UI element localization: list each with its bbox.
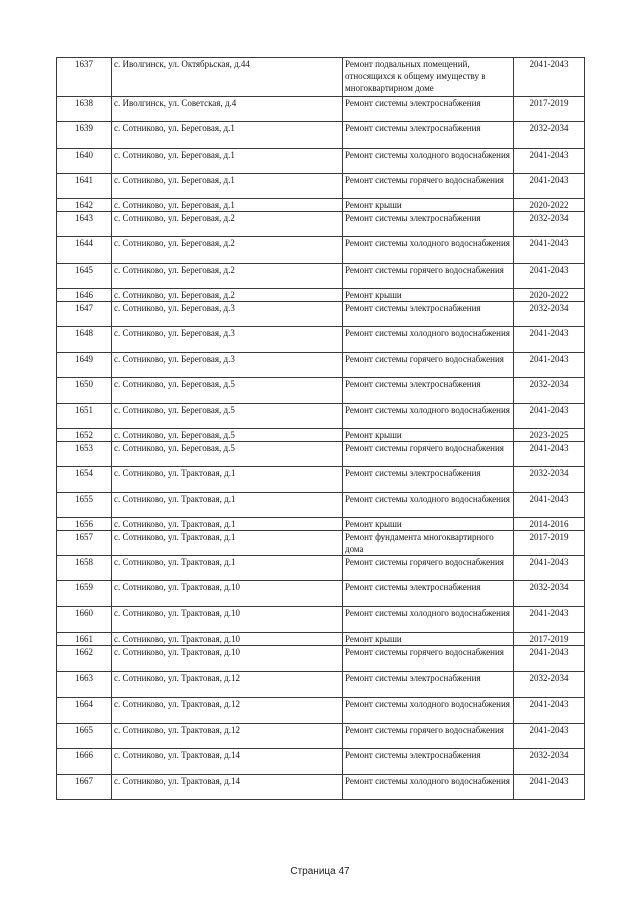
period-cell: 2020-2022: [514, 289, 585, 302]
row-number: 1667: [57, 775, 112, 800]
work-type-cell: Ремонт системы электроснабжения: [343, 467, 514, 493]
period-cell: 2032-2034: [514, 749, 585, 775]
row-number: 1643: [57, 212, 112, 237]
work-type-cell: Ремонт системы электроснабжения: [343, 97, 514, 122]
work-type-cell: Ремонт системы холодного водоснабжения: [343, 607, 514, 633]
table-row: [57, 97, 585, 122]
row-number: 1640: [57, 149, 112, 174]
period-cell: 2032-2034: [514, 672, 585, 698]
work-type-cell: Ремонт системы горячего водоснабжения: [343, 724, 514, 749]
row-number: 1652: [57, 429, 112, 442]
period-cell: 2041-2043: [514, 646, 585, 672]
address-cell: с. Сотниково, ул. Береговая, д.5: [112, 378, 343, 404]
period-cell: 2041-2043: [514, 174, 585, 199]
work-type-cell: Ремонт системы холодного водоснабжения: [343, 237, 514, 264]
table-row: [57, 353, 585, 378]
address-cell: с. Сотниково, ул. Береговая, д.5: [112, 442, 343, 467]
table-row: [57, 724, 585, 749]
row-number: 1660: [57, 607, 112, 633]
table-row: [57, 518, 585, 531]
row-number: 1642: [57, 199, 112, 212]
period-cell: 2032-2034: [514, 378, 585, 404]
work-type-cell: Ремонт системы электроснабжения: [343, 212, 514, 237]
row-number: 1647: [57, 302, 112, 327]
table-row: [57, 531, 585, 556]
row-number: 1661: [57, 633, 112, 646]
table-row: [57, 493, 585, 518]
address-cell: с. Иволгинск, ул. Советская, д.4: [112, 97, 343, 122]
address-cell: с. Сотниково, ул. Береговая, д.1: [112, 199, 343, 212]
row-number: 1662: [57, 646, 112, 672]
table-row: [57, 289, 585, 302]
address-cell: с. Сотниково, ул. Трактовая, д.1: [112, 467, 343, 493]
period-cell: 2041-2043: [514, 607, 585, 633]
work-type-cell: Ремонт системы электроснабжения: [343, 302, 514, 327]
address-cell: с. Сотниково, ул. Трактовая, д.14: [112, 749, 343, 775]
work-type-cell: Ремонт системы горячего водоснабжения: [343, 353, 514, 378]
table-row: [57, 302, 585, 327]
row-number: 1639: [57, 122, 112, 149]
work-type-cell: Ремонт крыши: [343, 199, 514, 212]
period-cell: 2041-2043: [514, 724, 585, 749]
row-number: 1658: [57, 556, 112, 581]
period-cell: 2041-2043: [514, 775, 585, 800]
work-type-cell: Ремонт системы электроснабжения: [343, 378, 514, 404]
work-type-cell: Ремонт фундамента многоквартирного дома: [343, 531, 514, 556]
work-type-cell: Ремонт системы электроснабжения: [343, 122, 514, 149]
period-cell: 2020-2022: [514, 199, 585, 212]
work-type-cell: Ремонт системы электроснабжения: [343, 581, 514, 607]
table-row: [57, 467, 585, 493]
period-cell: 2041-2043: [514, 327, 585, 353]
work-type-cell: Ремонт системы электроснабжения: [343, 749, 514, 775]
work-type-cell: Ремонт системы горячего водоснабжения: [343, 556, 514, 581]
table-row: [57, 58, 585, 97]
table-row: [57, 327, 585, 353]
period-cell: 2017-2019: [514, 97, 585, 122]
work-type-cell: Ремонт системы холодного водоснабжения: [343, 149, 514, 174]
address-cell: с. Сотниково, ул. Береговая, д.1: [112, 122, 343, 149]
address-cell: с. Сотниково, ул. Трактовая, д.1: [112, 556, 343, 581]
row-number: 1666: [57, 749, 112, 775]
row-number: 1656: [57, 518, 112, 531]
address-cell: с. Сотниково, ул. Трактовая, д.1: [112, 518, 343, 531]
table-row: [57, 698, 585, 724]
period-cell: 2041-2043: [514, 353, 585, 378]
work-type-cell: Ремонт системы холодного водоснабжения: [343, 698, 514, 724]
period-cell: 2017-2019: [514, 531, 585, 556]
period-cell: 2041-2043: [514, 149, 585, 174]
row-number: 1649: [57, 353, 112, 378]
period-cell: 2017-2019: [514, 633, 585, 646]
address-cell: с. Сотниково, ул. Береговая, д.5: [112, 429, 343, 442]
address-cell: с. Сотниково, ул. Трактовая, д.12: [112, 672, 343, 698]
row-number: 1664: [57, 698, 112, 724]
period-cell: 2041-2043: [514, 493, 585, 518]
work-type-cell: Ремонт системы горячего водоснабжения: [343, 264, 514, 289]
table-row: [57, 775, 585, 800]
address-cell: с. Сотниково, ул. Трактовая, д.10: [112, 646, 343, 672]
address-cell: с. Сотниково, ул. Береговая, д.1: [112, 174, 343, 199]
address-cell: с. Сотниково, ул. Трактовая, д.10: [112, 581, 343, 607]
row-number: 1650: [57, 378, 112, 404]
address-cell: с. Сотниково, ул. Трактовая, д.1: [112, 531, 343, 556]
address-cell: с. Сотниково, ул. Береговая, д.2: [112, 289, 343, 302]
table-body: [57, 58, 585, 800]
work-type-cell: Ремонт системы электроснабжения: [343, 672, 514, 698]
page-number: Страница 47: [290, 866, 350, 877]
table-row: [57, 199, 585, 212]
work-type-cell: Ремонт системы горячего водоснабжения: [343, 646, 514, 672]
row-number: 1651: [57, 404, 112, 429]
row-number: 1644: [57, 237, 112, 264]
table-row: [57, 149, 585, 174]
table-row: [57, 429, 585, 442]
table-row: [57, 404, 585, 429]
row-number: 1655: [57, 493, 112, 518]
work-type-cell: Ремонт системы горячего водоснабжения: [343, 442, 514, 467]
address-cell: с. Сотниково, ул. Береговая, д.5: [112, 404, 343, 429]
address-cell: с. Сотниково, ул. Береговая, д.2: [112, 264, 343, 289]
work-type-cell: Ремонт системы холодного водоснабжения: [343, 404, 514, 429]
table-row: [57, 174, 585, 199]
address-cell: с. Сотниково, ул. Трактовая, д.10: [112, 607, 343, 633]
table-row: [57, 672, 585, 698]
row-number: 1645: [57, 264, 112, 289]
work-type-cell: Ремонт крыши: [343, 518, 514, 531]
period-cell: 2041-2043: [514, 698, 585, 724]
address-cell: с. Сотниково, ул. Береговая, д.3: [112, 353, 343, 378]
repair-schedule-table: [56, 57, 585, 800]
table-row: [57, 442, 585, 467]
period-cell: 2041-2043: [514, 237, 585, 264]
row-number: 1665: [57, 724, 112, 749]
work-type-cell: Ремонт системы холодного водоснабжения: [343, 327, 514, 353]
row-number: 1657: [57, 531, 112, 556]
period-cell: 2032-2034: [514, 581, 585, 607]
work-type-cell: Ремонт крыши: [343, 289, 514, 302]
period-cell: 2041-2043: [514, 264, 585, 289]
address-cell: с. Сотниково, ул. Береговая, д.1: [112, 149, 343, 174]
address-cell: с. Сотниково, ул. Трактовая, д.10: [112, 633, 343, 646]
work-type-cell: Ремонт системы холодного водоснабжения: [343, 493, 514, 518]
row-number: 1637: [57, 58, 112, 97]
row-number: 1638: [57, 97, 112, 122]
period-cell: 2041-2043: [514, 58, 585, 97]
period-cell: 2023-2025: [514, 429, 585, 442]
period-cell: 2014-2016: [514, 518, 585, 531]
address-cell: с. Сотниково, ул. Береговая, д.3: [112, 302, 343, 327]
work-type-cell: Ремонт системы горячего водоснабжения: [343, 174, 514, 199]
address-cell: с. Сотниково, ул. Береговая, д.2: [112, 237, 343, 264]
table-row: [57, 556, 585, 581]
table-row: [57, 646, 585, 672]
address-cell: с. Сотниково, ул. Трактовая, д.14: [112, 775, 343, 800]
table-row: [57, 264, 585, 289]
table-row: [57, 749, 585, 775]
period-cell: 2041-2043: [514, 556, 585, 581]
row-number: 1646: [57, 289, 112, 302]
work-type-cell: Ремонт крыши: [343, 429, 514, 442]
period-cell: 2041-2043: [514, 404, 585, 429]
address-cell: с. Иволгинск, ул. Октябрьская, д.44: [112, 58, 343, 97]
period-cell: 2032-2034: [514, 467, 585, 493]
period-cell: 2032-2034: [514, 212, 585, 237]
row-number: 1654: [57, 467, 112, 493]
period-cell: 2032-2034: [514, 302, 585, 327]
address-cell: с. Сотниково, ул. Трактовая, д.1: [112, 493, 343, 518]
row-number: 1641: [57, 174, 112, 199]
table-row: [57, 212, 585, 237]
table-row: [57, 633, 585, 646]
address-cell: с. Сотниково, ул. Береговая, д.2: [112, 212, 343, 237]
table-row: [57, 607, 585, 633]
address-cell: с. Сотниково, ул. Трактовая, д.12: [112, 724, 343, 749]
period-cell: 2041-2043: [514, 442, 585, 467]
period-cell: 2032-2034: [514, 122, 585, 149]
table-row: [57, 378, 585, 404]
address-cell: с. Сотниково, ул. Береговая, д.3: [112, 327, 343, 353]
address-cell: с. Сотниково, ул. Трактовая, д.12: [112, 698, 343, 724]
row-number: 1659: [57, 581, 112, 607]
table-row: [57, 237, 585, 264]
work-type-cell: Ремонт подвальных помещений, относящихся к общему имуществу в многоквартирном доме: [343, 58, 514, 97]
row-number: 1653: [57, 442, 112, 467]
work-type-cell: Ремонт системы холодного водоснабжения: [343, 775, 514, 800]
row-number: 1663: [57, 672, 112, 698]
table-row: [57, 122, 585, 149]
table-row: [57, 581, 585, 607]
work-type-cell: Ремонт крыши: [343, 633, 514, 646]
row-number: 1648: [57, 327, 112, 353]
